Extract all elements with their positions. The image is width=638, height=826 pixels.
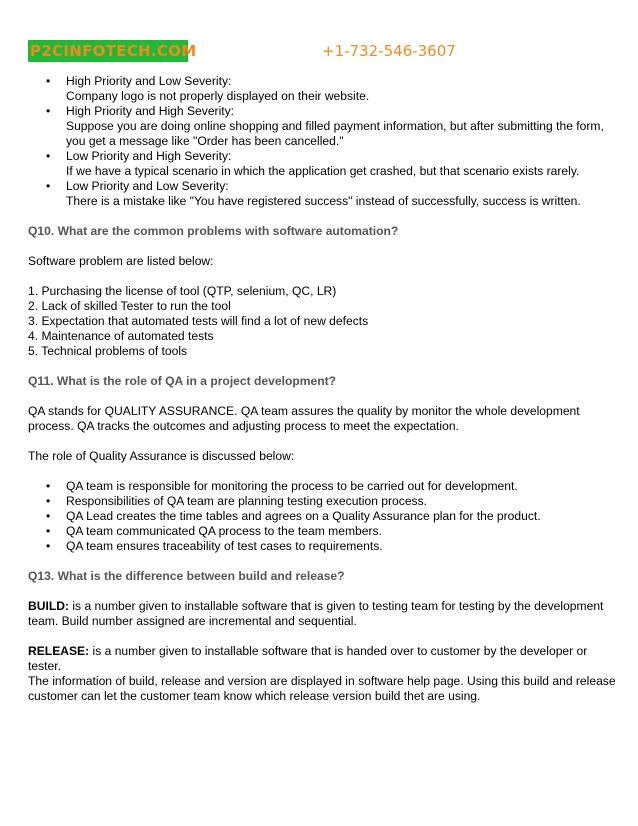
list-item <box>28 179 618 209</box>
final-paragraph: The information of build, release and version are displayed in software help page. Using this build and release customer can let the customer team know which release version build thet are using. <box>28 674 616 703</box>
q10-item: 1. Purchasing the license of tool (QTP, selenium, QC, LR) <box>28 284 337 298</box>
q10-item: 3. Expectation that automated tests will find a lot of new defects <box>28 314 369 328</box>
build-paragraph <box>28 599 618 629</box>
list-item <box>28 149 618 179</box>
q10-item: 5. Technical problems of tools <box>28 344 188 358</box>
release-paragraph <box>28 644 618 674</box>
list-item-text: There is a mistake like "You have registered success" instead of successfully, success is written. <box>66 194 581 208</box>
list-item-title: • High Priority and High Severity: <box>66 104 235 118</box>
list-item-text: Company logo is not properly displayed on their website. <box>66 89 370 103</box>
list-item: • QA team communicated QA process to the team members. <box>28 524 618 539</box>
q10-heading: Q10. What are the common problems with software automation? <box>28 224 399 238</box>
q10-intro: Software problem are listed below: <box>28 254 214 268</box>
q13-heading: Q13. What is the difference between build and release? <box>28 569 345 583</box>
qa-role-list <box>28 479 618 554</box>
list-item: • Responsibilities of QA team are planning testing execution process. <box>28 494 618 509</box>
build-label: BUILD: <box>28 599 69 613</box>
list-item-title: • Low Priority and Low Severity: <box>66 179 229 193</box>
q10-item: 2. Lack of skilled Tester to run the tool <box>28 299 231 313</box>
list-item-title: • Low Priority and High Severity: <box>66 149 232 163</box>
list-item: • QA team ensures traceability of test cases to requirements. <box>28 539 618 554</box>
q11-intro: The role of Quality Assurance is discussed below: <box>28 449 295 463</box>
list-item-text: If we have a typical scenario in which the application get crashed, but that scenario exists rarely. <box>66 164 580 178</box>
release-label: RELEASE: <box>28 644 90 658</box>
list-item <box>28 104 618 149</box>
list-item-title: • High Priority and Low Severity: <box>66 74 232 88</box>
q10-item: 4. Maintenance of automated tests <box>28 329 214 343</box>
list-item <box>28 74 618 104</box>
list-item: • QA Lead creates the time tables and agrees on a Quality Assurance plan for the product. <box>28 509 618 524</box>
q11-paragraph: QA stands for QUALITY ASSURANCE. QA team assures the quality by monitor the whole development process. QA tracks the outcomes and adjusting process to meet the expectation. <box>28 404 580 433</box>
list-item: • QA team is responsible for monitoring the process to be carried out for development. <box>28 479 618 494</box>
priority-severity-list <box>28 74 618 209</box>
site-title: P2CINFOTECH.COM <box>30 42 197 60</box>
document-body <box>28 74 618 704</box>
q11-heading: Q11. What is the role of QA in a project development? <box>28 374 336 388</box>
list-item-text: Suppose you are doing online shopping and filled payment information, but after submitting the form, you get a message like "Order has been cancelled." <box>66 119 604 148</box>
build-text: is a number given to installable software that is given to testing team for testing by the development team. Build number assigned are incremental and sequential. <box>28 599 604 628</box>
release-text: is a number given to installable software that is handed over to customer by the developer or tester. <box>28 644 588 673</box>
phone-number: +1-732-546-3607 <box>322 42 456 60</box>
